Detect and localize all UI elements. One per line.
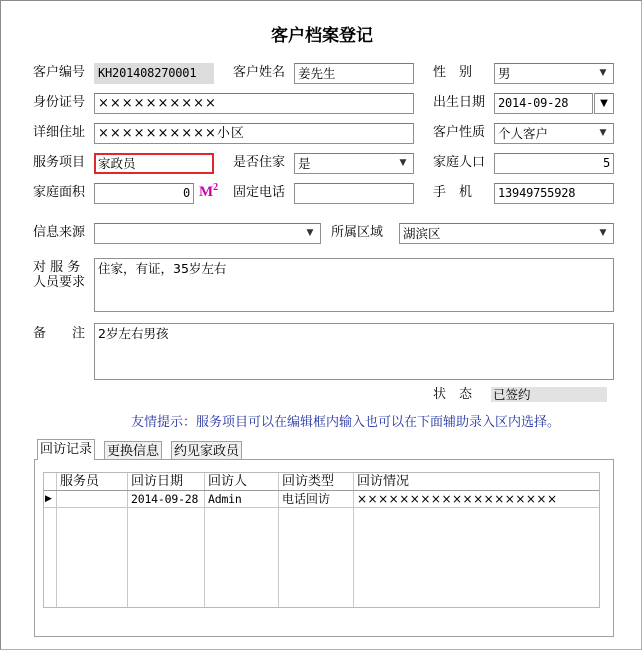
live-in-select[interactable] [294, 153, 414, 174]
col-header-staff[interactable]: 服务员 [60, 474, 100, 489]
area-unit-base: M [199, 184, 214, 200]
col-header-visit-date[interactable]: 回访日期 [131, 474, 184, 489]
requirements-label: 对 服 务 人员要求 [33, 260, 86, 290]
visit-records-grid[interactable] [43, 472, 600, 608]
id-no-label: 身份证号 [33, 95, 86, 110]
col-header-visit-type[interactable]: 回访类型 [282, 474, 335, 489]
hint-text: 友情提示：服务项目可以在编辑框内输入也可以在下面辅助录入区内选择。 [131, 415, 561, 430]
requirements-textarea[interactable]: 住家，有证，35岁左右 [94, 258, 614, 312]
live-in-label: 是否住家 [233, 155, 286, 170]
tab-meet-housekeeper[interactable]: 约见家政员 [171, 441, 242, 461]
customer-type-value: 个人客户 [498, 126, 549, 141]
row-pointer-icon[interactable]: ▶ [45, 494, 52, 504]
table-cell-visit-type[interactable]: 电话回访 [282, 492, 331, 506]
status-value: 已签约 [491, 387, 607, 402]
table-cell-staff[interactable] [57, 491, 127, 507]
service-item-label: 服务项目 [33, 155, 86, 170]
service-item-field[interactable]: 家政员 [94, 153, 214, 174]
birth-date-field[interactable]: 2014-09-28 [494, 93, 593, 114]
mobile-label: 手 机 [433, 185, 473, 200]
remarks-label: 备 注 [33, 326, 86, 341]
customer-type-select[interactable] [494, 123, 614, 144]
customer-no-field[interactable]: KH201408270001 [94, 63, 214, 84]
district-value: 湖滨区 [403, 226, 441, 241]
table-cell-visitor[interactable]: Admin [208, 492, 242, 506]
status-label: 状 态 [433, 387, 473, 402]
mobile-field[interactable]: 13949755928 [494, 183, 614, 204]
address-label: 详细住址 [33, 125, 86, 140]
gender-value: 男 [498, 66, 511, 81]
table-cell-visit-date[interactable]: 2014-09-28 [131, 492, 199, 506]
chevron-down-icon: ▼ [600, 98, 608, 109]
chevron-down-icon[interactable]: ▼ [599, 228, 607, 238]
remarks-textarea[interactable]: 2岁左右男孩 [94, 323, 614, 380]
customer-type-label: 客户性质 [433, 125, 486, 140]
chevron-down-icon[interactable]: ▼ [399, 158, 407, 168]
id-no-field[interactable]: ×××××××××× [94, 93, 414, 114]
household-label: 家庭人口 [433, 155, 486, 170]
home-area-label: 家庭面积 [33, 185, 86, 200]
tab-panel [34, 459, 614, 637]
customer-name-label: 客户姓名 [233, 65, 286, 80]
customer-no-label: 客户编号 [33, 65, 86, 80]
area-unit-exponent: 2 [213, 182, 219, 193]
address-field[interactable]: ××××××××××小区 [94, 123, 414, 144]
customer-name-field[interactable]: 姜先生 [294, 63, 414, 84]
district-select[interactable] [399, 223, 614, 244]
live-in-value: 是 [298, 156, 311, 171]
chevron-down-icon[interactable]: ▼ [306, 228, 314, 238]
info-source-select[interactable] [94, 223, 321, 244]
col-header-visitor[interactable]: 回访人 [208, 474, 248, 489]
col-header-visit-details[interactable]: 回访情况 [357, 474, 410, 489]
gender-label: 性 别 [433, 65, 473, 80]
grid-row-divider [44, 507, 599, 508]
area-unit [199, 182, 218, 201]
home-area-field[interactable]: 0 [94, 183, 194, 204]
birth-date-picker-button[interactable] [594, 93, 614, 114]
phone-label: 固定电话 [233, 185, 286, 200]
tab-visit-records[interactable]: 回访记录 [37, 439, 95, 460]
chevron-down-icon[interactable]: ▼ [599, 68, 607, 78]
birth-date-label: 出生日期 [433, 95, 486, 110]
page-title: 客户档案登记 [271, 26, 373, 46]
table-cell-visit-details[interactable]: ××××××××××××××××××× [357, 492, 558, 506]
phone-field[interactable] [294, 183, 414, 204]
chevron-down-icon[interactable]: ▼ [599, 128, 607, 138]
district-label: 所属区域 [331, 225, 384, 240]
info-source-label: 信息来源 [33, 225, 86, 240]
gender-select[interactable] [494, 63, 614, 84]
tab-change-info[interactable]: 更换信息 [104, 441, 162, 461]
household-field[interactable]: 5 [494, 153, 614, 174]
